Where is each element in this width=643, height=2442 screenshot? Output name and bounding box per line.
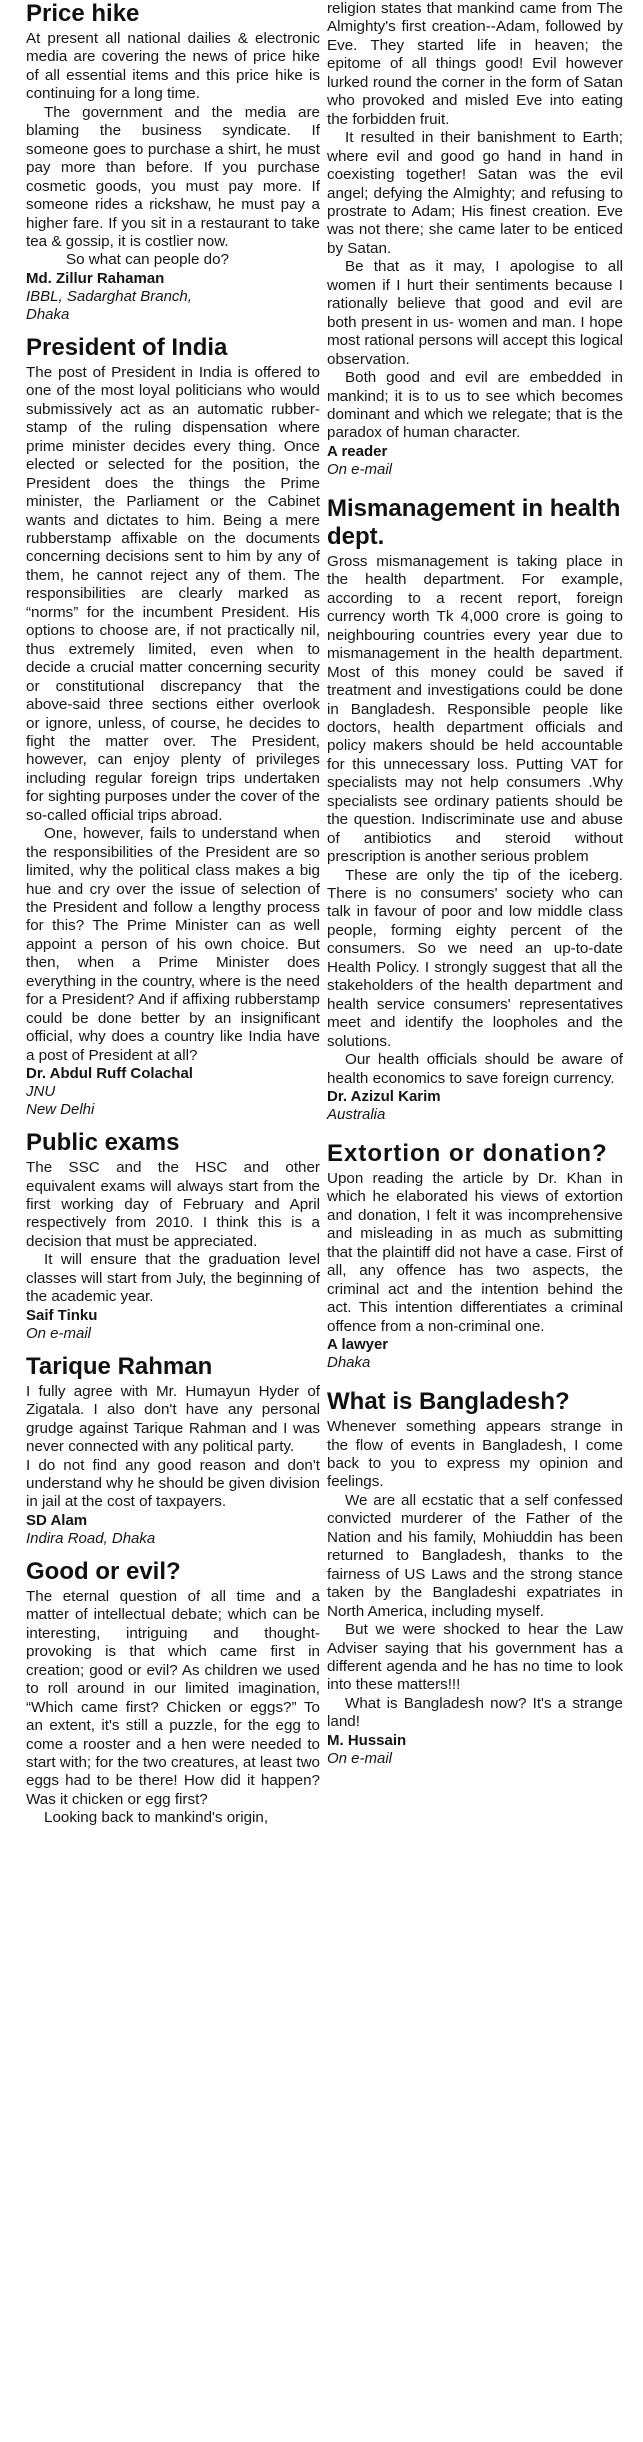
letter-author: SD Alam — [26, 1511, 88, 1529]
column-2 — [327, 0, 623, 1778]
letter-president-of-india — [26, 334, 320, 1119]
letter-author: Saif Tinku — [26, 1306, 98, 1324]
letter-title: Tarique Rahman — [26, 1352, 213, 1380]
letter-paragraph: One, however, fails to understand when the responsibilities of the President are so limited, why the political class makes a big hue and cry over the issue of selection of the President and follow a lengthy process for this? The Prime Minister can as well appoint a person of his own choice. But then, when a Prime Minister does everything in the country, where is the need for a President? And if affixing rubberstamp could be done better by an insignificant official, why does a country like India have a post of President at all? — [26, 825, 320, 1064]
letter-title: President of India — [26, 333, 228, 361]
letter-author: A lawyer — [327, 1336, 389, 1354]
letter-paragraph: Our health officials should be aware of health economics to save foreign currency. — [327, 1051, 623, 1087]
letter-paragraph: What is Bangladesh now? It's a strange land! — [327, 1694, 623, 1731]
letter-location: Indira Road, Dhaka — [26, 1529, 156, 1547]
letter-location: On e-mail — [26, 1324, 92, 1342]
letter-author: M. Hussain — [327, 1731, 407, 1749]
letter-price-hike — [26, 0, 320, 324]
letter-title: Good or evil? — [26, 1557, 181, 1585]
letter-location: Australia — [327, 1106, 386, 1124]
letter-location: IBBL, Sadarghat Branch, — [26, 287, 192, 305]
letter-what-is-bangladesh — [327, 1388, 623, 1768]
letter-paragraph: The government and the media are blaming the business syndicate. If someone goes to purchase a shirt, he must pay more than before. If you purchase cosmetic goods, you must pay more. If someone rides a rickshaw, he must pay a higher fare. If you sit in a restaurant to take tea & gossip, it is costlier now. — [26, 103, 320, 250]
column-1 — [26, 0, 320, 1838]
letter-location: On e-mail — [327, 1749, 393, 1767]
letter-paragraph: Gross mismanagement is taking place in the health department. For example, according to a recent report, foreign currency worth Tk 4,000 crore is going to neighbouring countries every year due to mismanagement in the health department. Most of this money could be saved if treatment and investigations could be done in Bangladesh. Responsible people like doctors, health department officials and policy makers should be held accountable for this unnecessary loss. Putting VAT for specialists may not help consumers .Why specialists see ordinary patients should be the question. Indiscriminate use and abuse of antibiotics and steroid without prescription is another serious problem — [327, 552, 623, 866]
letter-author: Md. Zillur Rahaman — [26, 269, 165, 287]
letter-location: Dhaka — [26, 305, 70, 323]
letter-good-or-evil — [26, 1558, 320, 1828]
letter-extortion-or-donation — [327, 1140, 623, 1372]
letter-public-exams — [26, 1129, 320, 1343]
letter-paragraph: It resulted in their banishment to Earth; where evil and good go hand in hand in coexisting together! Satan was the evil angel; defying the Almighty; and refusing to prostrate to Adam; His finest creation. Eve was not there; she came later to be enticed by Satan. — [327, 129, 623, 257]
letter-title: Mismanagement in health dept. — [327, 494, 621, 550]
letter-title: Price hike — [26, 0, 140, 27]
letter-paragraph: The post of President in India is offered to one of the most loyal politicians who would submissively act as an automatic rubber-stamp of the ruling dispensation where prime minister decides every thing. Once elected or selected for the position, the President does the things the Prime minister, the Parliament or the Cabinet wants and dictates to him. Being a mere rubberstamp affixable on the documents concerning decisions sent to him by any of them, he cannot reject any of them. The responsibilities are clearly marked as “norms” for the incumbent President. His options to choose are, if not practically nil, thus extremely limited, even when to decide a crucial matter concerning security or constitutional discrepancy that the above-said three sections either overlook or ignore, unless, of course, he decides to fight the matter over. The President, however, can enjoy plenty of privileges including regular foreign trips undertaken for sighting purposes under the cover of the so-called official trips abroad. — [26, 363, 320, 824]
letter-paragraph: We are all ecstatic that a self confessed convicted murderer of the Father of the Nation and his family, Mohiuddin has been returned to Bangladesh, thanks to the fairness of US Laws and the strong stance taken by the Bangladeshi expatriates in North America, including myself. — [327, 1491, 623, 1620]
letter-paragraph: The SSC and the HSC and other equivalent exams will always start from the first working day of February and April respectively from 2010. I think this is a decision that must be appreciated. — [26, 1159, 320, 1250]
letter-paragraph: These are only the tip of the iceberg. There is no consumers' society who can talk in favour of poor and low middle class people, forming eighty percent of the consumers. So we need an up-to-date Health Policy. I strongly suggest that all the stakeholders of the health department and health service consumers' representatives meet and identify the loopholes and the solutions. — [327, 866, 623, 1050]
letter-location: New Delhi — [26, 1101, 95, 1119]
letter-location: Dhaka — [327, 1354, 371, 1372]
letter-author: A reader — [327, 442, 388, 460]
letter-paragraph: Be that as it may, I apologise to all women if I hurt their sentiments because I rationally believe that good and evil are both present in us- women and man. I hope most rational persons will accept this logical observation. — [327, 258, 623, 368]
letter-paragraph: Looking back to mankind's origin, — [44, 1809, 269, 1827]
letter-title: Extortion or donation? — [327, 1140, 608, 1168]
letter-paragraph: But we were shocked to hear the Law Adviser saying that his government has a different agenda and he has no time to look into these matters!!! — [327, 1621, 623, 1694]
letter-location: JNU — [26, 1083, 56, 1101]
letter-paragraph: At present all national dailies & electronic media are covering the news of price hike of all essential items and this price hike is continuing for a long time. — [26, 30, 320, 103]
letter-good-or-evil-continued — [327, 0, 623, 479]
letter-paragraph: Whenever something appears strange in the flow of events in Bangladesh, I come back to you to express my opinion and feelings. — [327, 1418, 623, 1491]
letter-paragraph: I do not find any good reason and don't understand why he should be given division in jail at the cost of taxpayers. — [26, 1456, 320, 1511]
letter-location: On e-mail — [327, 460, 393, 478]
letter-paragraph: So what can people do? — [66, 251, 229, 269]
letter-tarique-rahman — [26, 1353, 320, 1548]
letter-paragraph: Both good and evil are embedded in mankind; it is to us to see which becomes dominant and which we relegate; that is the paradox of human character. — [327, 369, 623, 442]
letter-paragraph: The eternal question of all time and a matter of intellectual debate; which can be interesting, intriguing and thought-provoking is that which came first in creation; good or evil? As children we used to roll around in our limited imagination, “Which came first? Chicken or eggs?” To an extent, it's still a puzzle, for the egg to come a rooster and a hen were needed to start with; for the two creatures, at least two eggs had to be there! How did it happen? Was it chicken or egg first? — [26, 1587, 320, 1808]
letter-mismanagement-health — [327, 495, 623, 1124]
letter-title: Public exams — [26, 1129, 180, 1157]
letter-title: What is Bangladesh? — [327, 1388, 570, 1416]
letter-paragraph: It will ensure that the graduation level classes will start from July, the beginning of the academic year. — [26, 1251, 320, 1306]
letter-author: Dr. Abdul Ruff Colachal — [26, 1065, 193, 1083]
letter-paragraph: religion states that mankind came from The Almighty's first creation--Adam, followed by Eve. They started life in heaven; the epitome of all things good! Evil however lurked round the corner in the form of Satan who provoked and misled Eve into eating the forbidden fruit. — [327, 0, 623, 128]
letter-paragraph: I fully agree with Mr. Humayun Hyder of Zigatala. I also don't have any personal grudge against Tarique Rahman and I was never connected with any political party. — [26, 1382, 320, 1456]
letter-author: Dr. Azizul Karim — [327, 1088, 441, 1106]
letter-paragraph: Upon reading the article by Dr. Khan in which he elaborated his views of extortion and donation, I felt it was incomprehensive and misleading in as much as submitting that the plaintiff did not have a case. First of all, any offence has two aspects, the criminal act and the intention behind the act. This intention differentiates a criminal offence from a non-criminal one. — [327, 1170, 623, 1335]
